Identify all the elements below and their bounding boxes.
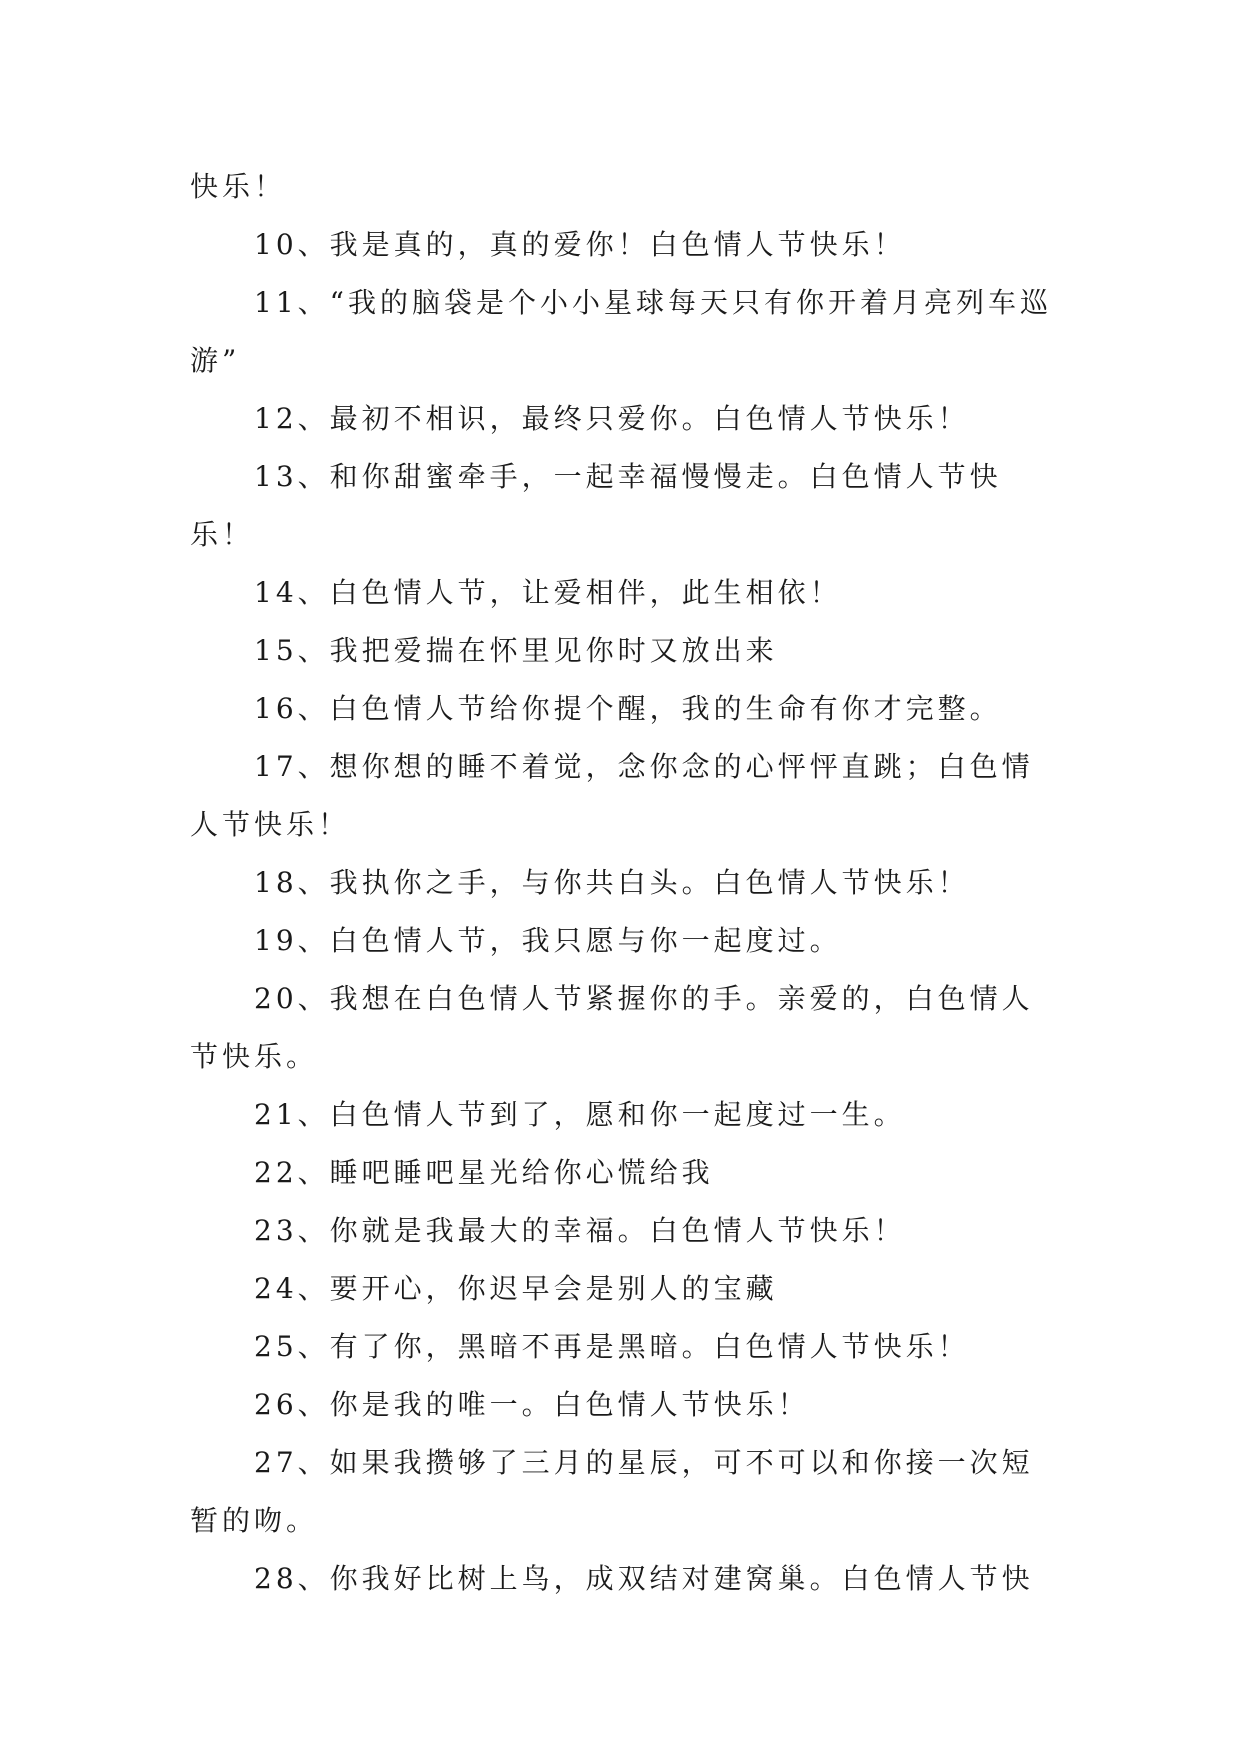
paragraph: 19、白色情人节，我只愿与你一起度过。 <box>254 924 842 957</box>
paragraph: 25、有了你，黑暗不再是黑暗。白色情人节快乐！ <box>254 1330 970 1363</box>
paragraph: 21、白色情人节到了，愿和你一起度过一生。 <box>254 1098 906 1131</box>
paragraph: 10、我是真的，真的爱你！白色情人节快乐！ <box>254 228 906 261</box>
paragraph: 16、白色情人节给你提个醒，我的生命有你才完整。 <box>254 692 1002 725</box>
paragraph: 20、我想在白色情人节紧握你的手。亲爱的，白色情人节快乐。 <box>190 982 1034 1073</box>
paragraph: 26、你是我的唯一。白色情人节快乐！ <box>254 1388 810 1421</box>
paragraph: 28、你我好比树上鸟，成双结对建窝巢。白色情人节快 <box>254 1562 1034 1595</box>
paragraph: 22、睡吧睡吧星光给你心慌给我 <box>254 1156 714 1189</box>
paragraph: 14、白色情人节，让爱相伴，此生相依！ <box>254 576 842 609</box>
paragraph: 24、要开心，你迟早会是别人的宝藏 <box>254 1272 778 1305</box>
paragraph: 18、我执你之手，与你共白头。白色情人节快乐！ <box>254 866 970 899</box>
paragraph: 23、你就是我最大的幸福。白色情人节快乐！ <box>254 1214 906 1247</box>
paragraph: 11、“我的脑袋是个小小星球每天只有你开着月亮列车巡游” <box>190 286 1052 377</box>
paragraph: 12、最初不相识，最终只爱你。白色情人节快乐！ <box>254 402 970 435</box>
paragraph: 27、如果我攒够了三月的星辰，可不可以和你接一次短暂的吻。 <box>190 1446 1034 1537</box>
paragraph: 17、想你想的睡不着觉，念你念的心怦怦直跳；白色情人节快乐！ <box>190 750 1034 841</box>
document-page <box>190 158 1052 1608</box>
paragraph: 快乐！ <box>190 170 287 203</box>
paragraph: 15、我把爱揣在怀里见你时又放出来 <box>254 634 778 667</box>
paragraph: 13、和你甜蜜牵手，一起幸福慢慢走。白色情人节快乐！ <box>190 460 1002 551</box>
